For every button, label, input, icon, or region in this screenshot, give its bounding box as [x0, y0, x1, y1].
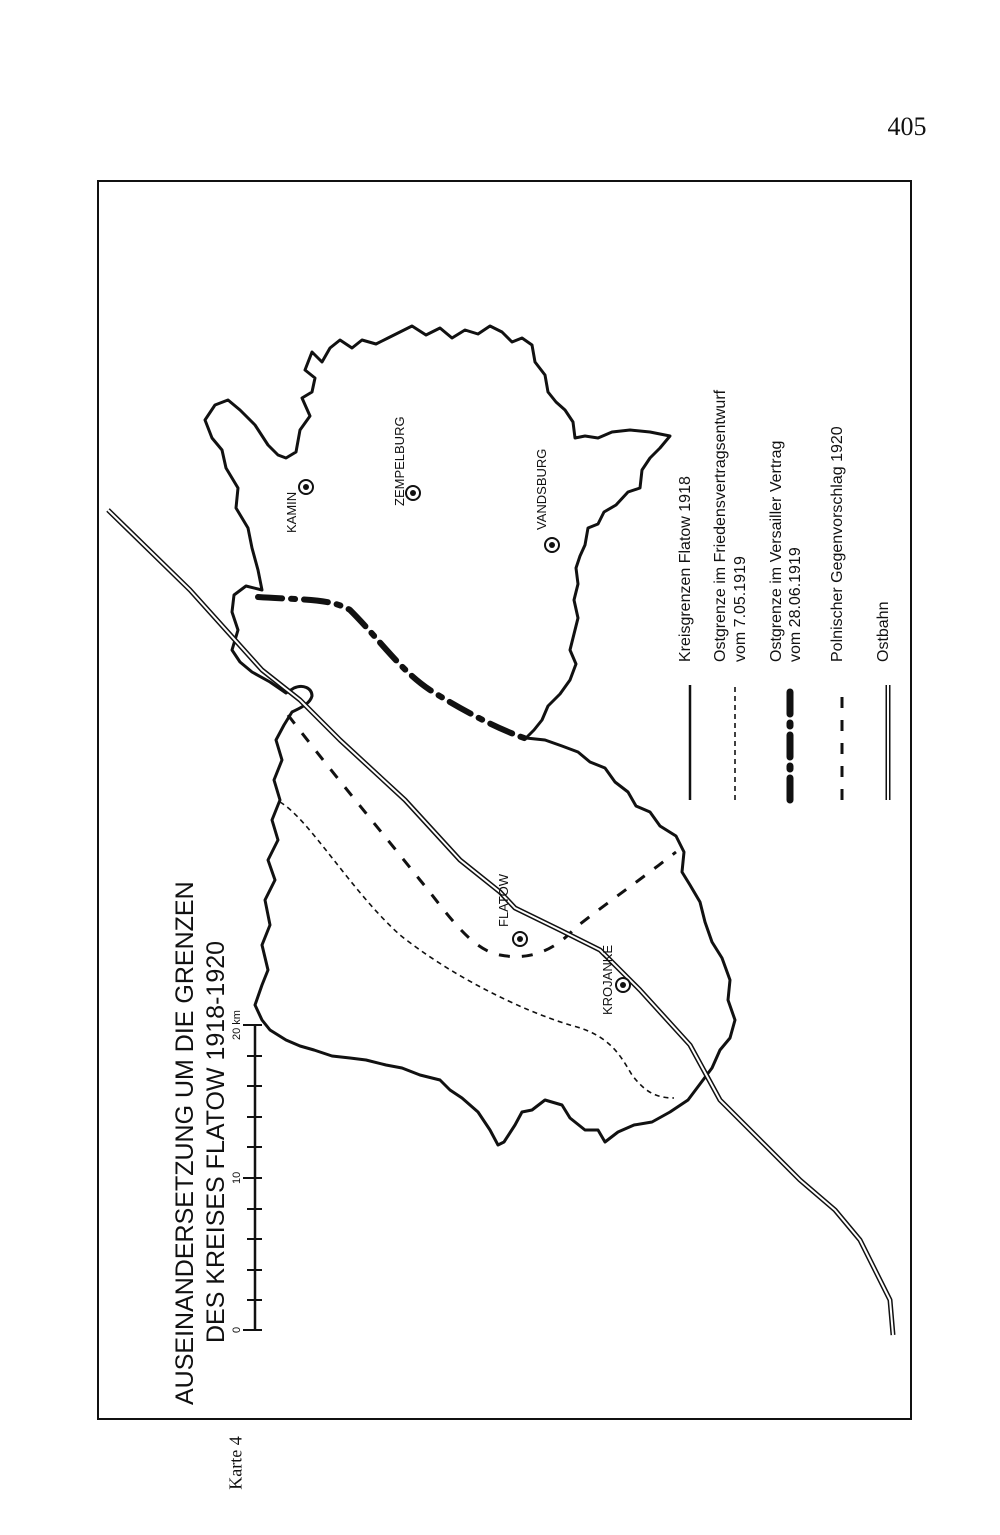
label-zempelburg: ZEMPELBURG: [392, 416, 407, 506]
legend-label-ostbahn: Ostbahn: [875, 601, 892, 662]
legend-label-draft-1919-line1: Ostgrenze im Friedensvertragsentwurf: [712, 389, 729, 662]
label-flatow: FLATOW: [496, 874, 511, 927]
caption-text: Karte 4: [225, 1436, 246, 1490]
district-boundary: [205, 326, 735, 1145]
label-kamin: KAMIN: [284, 491, 299, 533]
boundary-versailles-1919: [258, 597, 530, 740]
boundary-polish-1920: [288, 715, 676, 957]
legend-label-draft-1919-line2: vom 7.05.1919: [732, 556, 749, 662]
legend-label-versailles-line1: Ostgrenze im Versailler Vertrag: [768, 440, 785, 662]
scale-label-20km: 20 km: [231, 1010, 243, 1040]
town-vandsburg: [534, 449, 559, 552]
legend-label-kreisgrenzen: Kreisgrenzen Flatow 1918: [677, 476, 694, 662]
page-number: 405: [887, 112, 927, 141]
legend-label-versailles-line2: vom 28.06.1919: [787, 547, 804, 662]
map-title-line2: DES KREISES FLATOW 1918-1920: [202, 940, 230, 1343]
map-title-line1: AUSEINANDERSETZUNG UM DIE GRENZEN: [171, 881, 199, 1405]
legend-label-polish-1920: Polnischer Gegenvorschlag 1920: [829, 426, 846, 662]
scale-label-0: 0: [231, 1326, 243, 1333]
town-krojanke: [600, 945, 630, 1015]
town-zempelburg: [392, 416, 420, 506]
legend: [677, 389, 892, 800]
label-krojanke: KROJANKE: [600, 944, 615, 1015]
scale-label-10: 10: [231, 1171, 243, 1184]
label-vandsburg: VANDSBURG: [534, 448, 549, 530]
town-kamin: [284, 480, 313, 533]
scale-bar: [231, 1010, 262, 1333]
